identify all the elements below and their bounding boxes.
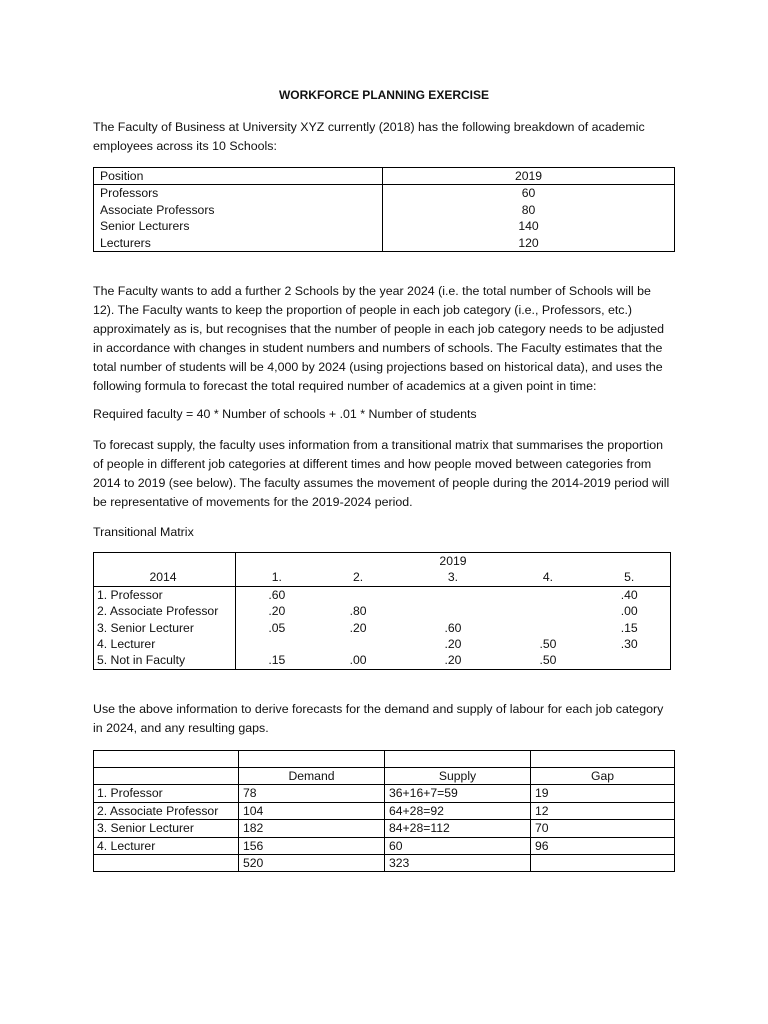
matrix-cell: .20 xyxy=(444,637,462,652)
matrix-cell: .50 xyxy=(539,637,557,652)
forecast-header-blank xyxy=(94,767,239,784)
matrix-column-header: 5. xyxy=(588,569,670,586)
forecast-header-demand: Demand xyxy=(239,767,385,784)
table-row xyxy=(94,185,675,202)
derive-paragraph: Use the above information to derive forecasts for the demand and supply of labour for each job category in 2024, and any resulting gaps. xyxy=(93,701,664,735)
matrix-column-header: 1. xyxy=(236,569,318,586)
matrix-cell: .15 xyxy=(620,620,638,635)
forecast-supply: 64+28=92 xyxy=(385,802,531,819)
matrix-year-row xyxy=(94,553,671,570)
forecast-gap: 12 xyxy=(531,802,675,819)
table-row xyxy=(94,202,675,218)
matrix-row-label: 4. Lecturer xyxy=(94,636,236,652)
matrix-cell xyxy=(398,586,507,603)
matrix-cell: .00 xyxy=(620,604,638,619)
position-count: 120 xyxy=(518,235,539,250)
position-count: 80 xyxy=(521,202,536,217)
matrix-column-header: 3. xyxy=(398,569,507,586)
formula-line: Required faculty = 40 * Number of schools + .01 * Number of students xyxy=(93,407,477,422)
positions-table xyxy=(93,167,675,252)
forecast-gap: 19 xyxy=(531,785,675,802)
forecast-gap: 96 xyxy=(531,837,675,854)
forecast-label: 2. Associate Professor xyxy=(94,802,239,819)
intro-paragraph: The Faculty of Business at University XYZ currently (2018) has the following breakdown of academic employees across its 10 Schools: xyxy=(93,120,645,153)
positions-header-position: Position xyxy=(94,168,383,185)
matrix-row-label: 2. Associate Professor xyxy=(94,603,236,619)
matrix-cell: .60 xyxy=(268,587,286,602)
matrix-cell: .60 xyxy=(444,620,462,635)
matrix-cell: .20 xyxy=(268,604,286,619)
matrix-cell: .05 xyxy=(268,620,286,635)
positions-table-header xyxy=(94,168,675,185)
position-label: Lecturers xyxy=(94,235,383,252)
matrix-row-label: 1. Professor xyxy=(94,586,236,603)
forecast-supply: 60 xyxy=(385,837,531,854)
matrix-column-header: 2. xyxy=(318,569,399,586)
position-label: Associate Professors xyxy=(94,202,383,218)
matrix-cell xyxy=(508,586,589,603)
matrix-cell: .20 xyxy=(349,620,367,635)
table-row xyxy=(94,586,671,603)
forecast-label: 3. Senior Lecturer xyxy=(94,820,239,837)
matrix-cell: .30 xyxy=(620,637,638,652)
positions-header-year: 2019 xyxy=(383,168,675,185)
matrix-cell xyxy=(508,603,589,619)
matrix-row-label: 5. Not in Faculty xyxy=(94,652,236,669)
document-title: WORKFORCE PLANNING EXERCISE xyxy=(278,88,489,102)
matrix-column-header: 4. xyxy=(508,569,589,586)
forecast-supply: 36+16+7=59 xyxy=(385,785,531,802)
table-row xyxy=(94,785,675,802)
forecast-label: 4. Lecturer xyxy=(94,837,239,854)
matrix-year-left: 2014 xyxy=(94,569,236,586)
table-row xyxy=(94,218,675,234)
supply-paragraph: To forecast supply, the faculty uses information from a transitional matrix that summarises the proportion of people in different job categories at different times and how people moved between categories from 2014 to 2019 (see below). The faculty assumes the movement of people during the 2014-2019 period will be representative of movements for the 2019-2024 period. xyxy=(93,438,670,510)
forecast-header-row xyxy=(94,767,675,784)
table-row xyxy=(94,802,675,819)
matrix-cell xyxy=(508,620,589,636)
forecast-supply-total: 323 xyxy=(385,854,531,871)
forecast-demand: 156 xyxy=(239,837,385,854)
faculty-paragraph: The Faculty wants to add a further 2 Schools by the year 2024 (i.e. the total number of Schools will be 12). The Faculty wants to keep the proportion of people in each job category (i.e., Professors, etc.) approximately as is, but recognises that the number of people in each job category needs to be adjusted in accordance with changes in student numbers and numbers of schools. The Faculty estimates that the total number of students will be 4,000 by 2024 (using projections based on historical data), and uses the following formula to forecast the total required number of academics at a given point in time: xyxy=(93,284,665,394)
matrix-cell xyxy=(318,586,399,603)
matrix-cell: .00 xyxy=(349,653,367,668)
table-row xyxy=(94,837,675,854)
matrix-cell xyxy=(236,636,318,652)
table-row xyxy=(94,652,671,669)
forecast-demand: 78 xyxy=(239,785,385,802)
forecast-header-supply: Supply xyxy=(385,767,531,784)
forecast-label: 1. Professor xyxy=(94,785,239,802)
matrix-row-label: 3. Senior Lecturer xyxy=(94,620,236,636)
matrix-cell xyxy=(588,652,670,669)
table-row xyxy=(94,820,675,837)
matrix-cell: .20 xyxy=(444,653,462,668)
position-count: 60 xyxy=(521,186,536,201)
matrix-cell: .15 xyxy=(268,653,286,668)
table-row xyxy=(94,620,671,636)
forecast-demand: 104 xyxy=(239,802,385,819)
matrix-label: Transitional Matrix xyxy=(93,525,194,540)
matrix-column-header-row xyxy=(94,569,671,586)
position-label: Professors xyxy=(94,185,383,202)
forecast-gap xyxy=(531,854,675,871)
matrix-year-top: 2019 xyxy=(439,554,467,569)
table-row xyxy=(94,235,675,252)
forecast-header-gap: Gap xyxy=(531,767,675,784)
matrix-corner xyxy=(94,553,236,570)
matrix-cell: .80 xyxy=(349,604,367,619)
forecast-supply: 84+28=112 xyxy=(385,820,531,837)
matrix-cell: .50 xyxy=(539,653,557,668)
document-page xyxy=(93,84,675,872)
forecast-total-row xyxy=(94,854,675,871)
table-row xyxy=(94,636,671,652)
forecast-blank-row xyxy=(94,750,675,767)
table-row xyxy=(94,603,671,619)
forecast-gap: 70 xyxy=(531,820,675,837)
forecast-label xyxy=(94,854,239,871)
matrix-cell xyxy=(318,636,399,652)
position-label: Senior Lecturers xyxy=(94,218,383,234)
matrix-cell: .40 xyxy=(620,587,638,602)
forecast-demand-total: 520 xyxy=(239,854,385,871)
position-count: 140 xyxy=(518,219,539,234)
forecast-table xyxy=(93,750,675,872)
forecast-demand: 182 xyxy=(239,820,385,837)
matrix-cell xyxy=(398,603,507,619)
transitional-matrix-table xyxy=(93,552,671,670)
